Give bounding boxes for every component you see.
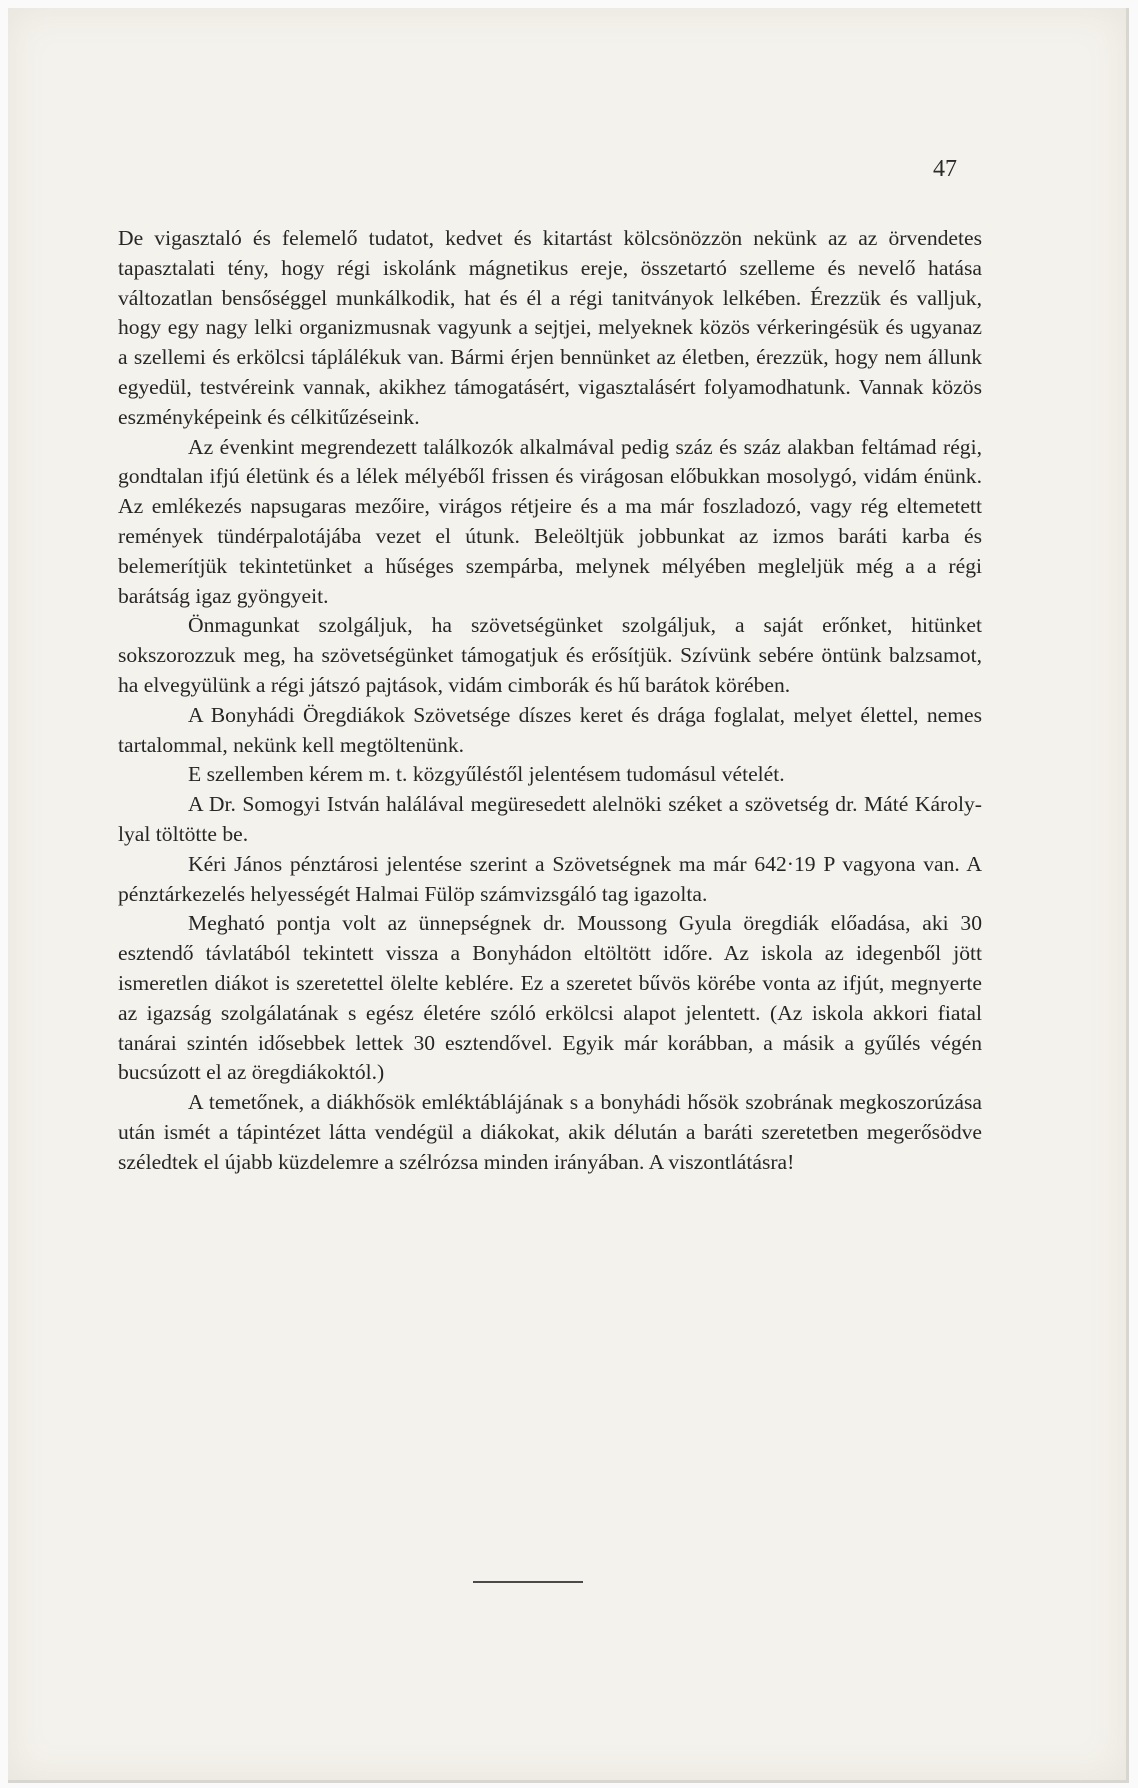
paragraph-5: E szellemben kérem m. t. közgyűléstől jelentésem tudomásul vételét.: [188, 762, 785, 787]
section-divider: [473, 1581, 583, 1583]
paragraph-4: A Bonyhádi Öregdiákok Szövetsége díszes keret és drága foglalat, melyet élettel, nemes tartalommal, nekünk kell megtöltenünk.: [118, 702, 982, 757]
paragraph-3: Önmagunkat szolgáljuk, ha szövetségünket szolgáljuk, a saját erőnket, hitünket sokszorozzuk meg, ha szövetségünket támogatjuk és erősítjük. Szívünk sebére öntünk balzsamot, ha elvegyülünk a régi játszó pajtások, vidám cimborák és hű barátok körében.: [118, 613, 982, 697]
paragraph-2: Az évenkint megrendezett találkozók alkalmával pedig száz és száz alakban feltámad régi, gondtalan ifjú életünk és a lélek mélyéből frissen és virágosan előbukkan mosolygó, vidám énünk. Az emlékezés napsugaras mezőire, virágos rétjeire és a ma már foszladozó, vagy rég eltemetett remények tündérpalotájába vezet el útunk. Beleöltjük jobbunkat az izmos baráti karba és belemerítjük tekintetünket a hűséges szempárba, melynek mélyében megleljük még a a régi barátság igaz gyöngyeit.: [118, 434, 982, 608]
paragraph-6: A Dr. Somogyi István halálával megüresedett alelnöki széket a szövetség dr. Máté Károly-lyal töltötte be.: [118, 792, 982, 846]
book-page: [8, 8, 1129, 1783]
body-text: [118, 224, 982, 1178]
paragraph-8: Megható pontja volt az ünnepségnek dr. Moussong Gyula öregdiák előadása, aki 30 esztendő távlatából tekintett vissza a Bonyhádon eltöltött időre. Az iskola az idegenből jött ismeretlen diákot is szeretettel ölelte keblére. Ez a szeretet bűvös körébe vonta az ifjút, megnyerte az igazság szolgálatának s egész életére szóló erkölcsi alapot jelentett. (Az iskola akkori fiatal tanárai szintén idősebbek lettek 30 esztendővel. Egyik már korábban, a másik a gyűlés végén bucsúzott el az öregdiákoktól.): [118, 911, 982, 1085]
paragraph-7: Kéri János pénztárosi jelentése szerint a Szövetségnek ma már 642·19 P vagyona van. A pénztárkezelés helyességét Halmai Fülöp számvizsgáló tag igazolta.: [118, 851, 982, 906]
paragraph-1: De vigasztaló és felemelő tudatot, kedvet és kitartást kölcsönözzön nekünk az az örvendetes tapasztalati tény, hogy régi iskolánk mágnetikus ereje, összetartó szelleme és nevelő hatása változatlan bensőséggel munkálkodik, hat és él a régi tanitványok lelkében. Érezzük és valljuk, hogy egy nagy lelki organizmusnak vagyunk a sejtjei, melyeknek közös vérkeringésük és ugyanaz a szellemi és erkölcsi táplálékuk van. Bármi érjen bennünket az életben, érezzük, hogy nem állunk egyedül, testvéreink vannak, akikhez támogatásért, vigasztalásért folyamodhatunk. Vannak közös eszményképeink és célkitűzéseink.: [118, 226, 982, 429]
paragraph-9: A temetőnek, a diákhősök emléktáblájának s a bonyhádi hősök szobrának megkoszorúzása után ismét a tápintézet látta vendégül a diákokat, akik délután a baráti szeretetben megerősödve széledtek el újabb küzdelemre a szélrózsa minden irányában. A viszontlátásra!: [118, 1090, 982, 1174]
page-number: 47: [933, 156, 957, 182]
